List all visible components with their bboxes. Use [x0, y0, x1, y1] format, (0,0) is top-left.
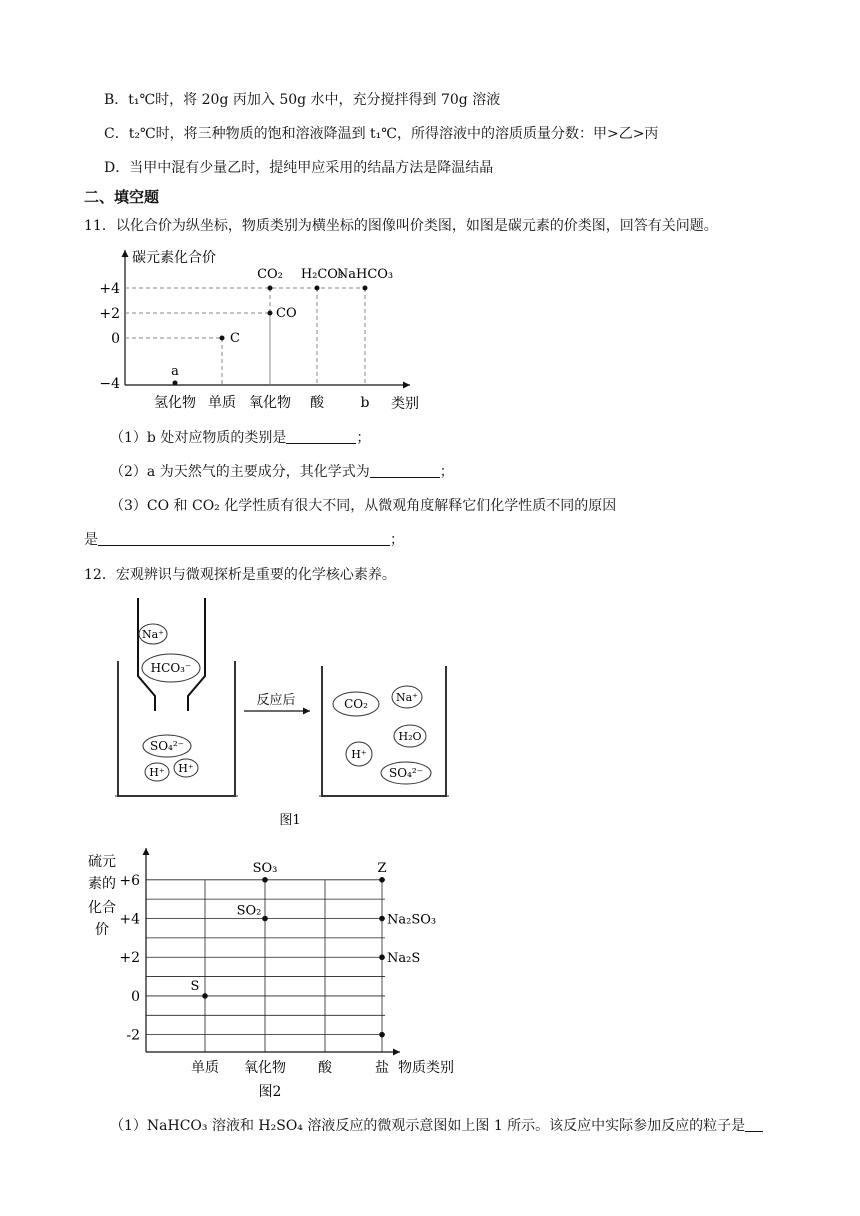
carbon-point: [220, 336, 225, 341]
carbon-point: [315, 286, 320, 291]
sulfur-ytick: 0: [131, 988, 140, 1005]
q11-sub2: （2）a 为天然气的主要成分，其化学式为 ；: [110, 464, 454, 480]
carbon-category-label: b: [360, 395, 370, 411]
carbon-point-label: CO: [276, 306, 297, 321]
right-h: H⁺: [351, 748, 367, 761]
sulfur-point: [262, 916, 268, 922]
sulfur-point-label: S: [190, 978, 200, 994]
sulfur-point: [379, 954, 385, 960]
sulfur-point: [379, 916, 385, 922]
section-title: 二、填空题: [84, 188, 160, 206]
carbon-point: [268, 286, 273, 291]
carbon-point-label: CO₂: [257, 267, 283, 282]
figure1-diagram: [110, 596, 460, 831]
left-so4: SO₄²⁻: [149, 739, 185, 753]
carbon-xlabel: 类别: [391, 396, 419, 412]
carbon-ylabel: 碳元素化合价: [132, 250, 216, 266]
q11-sub3-answer: 是 ；: [84, 532, 404, 548]
sulfur-ytick: +2: [119, 950, 140, 967]
sulfur-point: [379, 877, 385, 883]
carbon-point: [363, 286, 368, 291]
sulfur-ytick: +6: [119, 872, 140, 889]
dropper-hco3: HCO₃⁻: [150, 661, 192, 675]
carbon-ytick: −4: [99, 376, 120, 392]
carbon-category-label: 氧化物: [249, 395, 291, 411]
sulfur-ytick: -2: [126, 1027, 140, 1044]
right-h2o: H₂O: [398, 730, 422, 743]
carbon-category-label: 氢化物: [154, 395, 196, 411]
figure1-caption: 图1: [279, 813, 301, 828]
carbon-valence-chart: [90, 240, 430, 415]
sulfur-category-label: 盐: [375, 1060, 389, 1076]
sulfur-ylabel-3: 化合: [88, 900, 116, 916]
right-co2: CO₂: [344, 697, 368, 711]
sulfur-point: [202, 993, 208, 999]
q11-sub3: （3）CO 和 CO₂ 化学性质有很大不同，从微观角度解释它们化学性质不同的原因: [110, 498, 617, 514]
sulfur-point-label: SO₂: [236, 903, 262, 919]
carbon-ytick: +2: [99, 306, 120, 322]
carbon-category-label: 酸: [310, 395, 324, 411]
sulfur-valence-chart: [80, 840, 470, 1105]
left-h2: H⁺: [178, 762, 194, 775]
carbon-point-label: H₂CO₃: [300, 267, 344, 282]
carbon-point: [173, 381, 178, 386]
sulfur-point-label: Na₂SO₃: [387, 912, 437, 928]
option-d: D．当甲中混有少量乙时，提纯甲应采用的结晶方法是降温结晶: [104, 160, 494, 176]
sulfur-point-label: Na₂S: [387, 951, 421, 967]
right-so4: SO₄²⁻: [388, 766, 424, 780]
sulfur-category-label: 酸: [318, 1060, 332, 1076]
carbon-point-label: NaHCO₃: [336, 267, 394, 282]
figure2-caption: 图2: [258, 1084, 282, 1100]
carbon-category-label: 单质: [208, 395, 236, 411]
sulfur-ylabel-2: 素的: [88, 876, 116, 892]
sulfur-point: [262, 877, 268, 883]
sulfur-category-label: 氧化物: [244, 1060, 286, 1076]
sulfur-ylabel-4: 价: [95, 922, 109, 938]
carbon-point: [268, 311, 273, 316]
sulfur-ylabel-1: 硫元: [88, 854, 116, 870]
q12-sub1: （1）NaHCO₃ 溶液和 H₂SO₄ 溶液反应的微观示意图如上图 1 所示。该反应中实际参加反应的粒子是: [110, 1116, 763, 1136]
sulfur-ytick: +4: [119, 911, 140, 928]
carbon-ytick: +4: [99, 281, 120, 297]
right-na: Na⁺: [396, 691, 418, 704]
carbon-point-label: a: [171, 364, 179, 379]
sulfur-point-label: Z: [377, 860, 387, 876]
left-h1: H⁺: [149, 766, 165, 779]
sulfur-xlabel: 物质类别: [398, 1060, 454, 1076]
q11-sub1: （1）b 处对应物质的类别是 ；: [110, 430, 371, 446]
carbon-ytick: 0: [111, 331, 120, 347]
option-c: C．t₂℃时，将三种物质的饱和溶液降温到 t₁℃，所得溶液中的溶质质量分数：甲>乙>丙: [104, 126, 659, 142]
sulfur-point: [379, 1032, 385, 1038]
arrow-label: 反应后: [256, 693, 296, 708]
carbon-point-label: C: [230, 331, 240, 346]
sulfur-category-label: 单质: [191, 1060, 219, 1076]
dropper-na: Na⁺: [142, 628, 164, 641]
sulfur-point-label: SO₃: [252, 860, 278, 876]
q11-stem: 11．以化合价为纵坐标，物质类别为横坐标的图像叫价类图，如图是碳元素的价类图，回答有关问题。: [84, 218, 718, 234]
q12-stem: 12．宏观辨识与微观探析是重要的化学核心素养。: [84, 567, 396, 583]
option-b: B．t₁℃时，将 20g 丙加入 50g 水中，充分搅拌得到 70g 溶液: [104, 92, 501, 108]
